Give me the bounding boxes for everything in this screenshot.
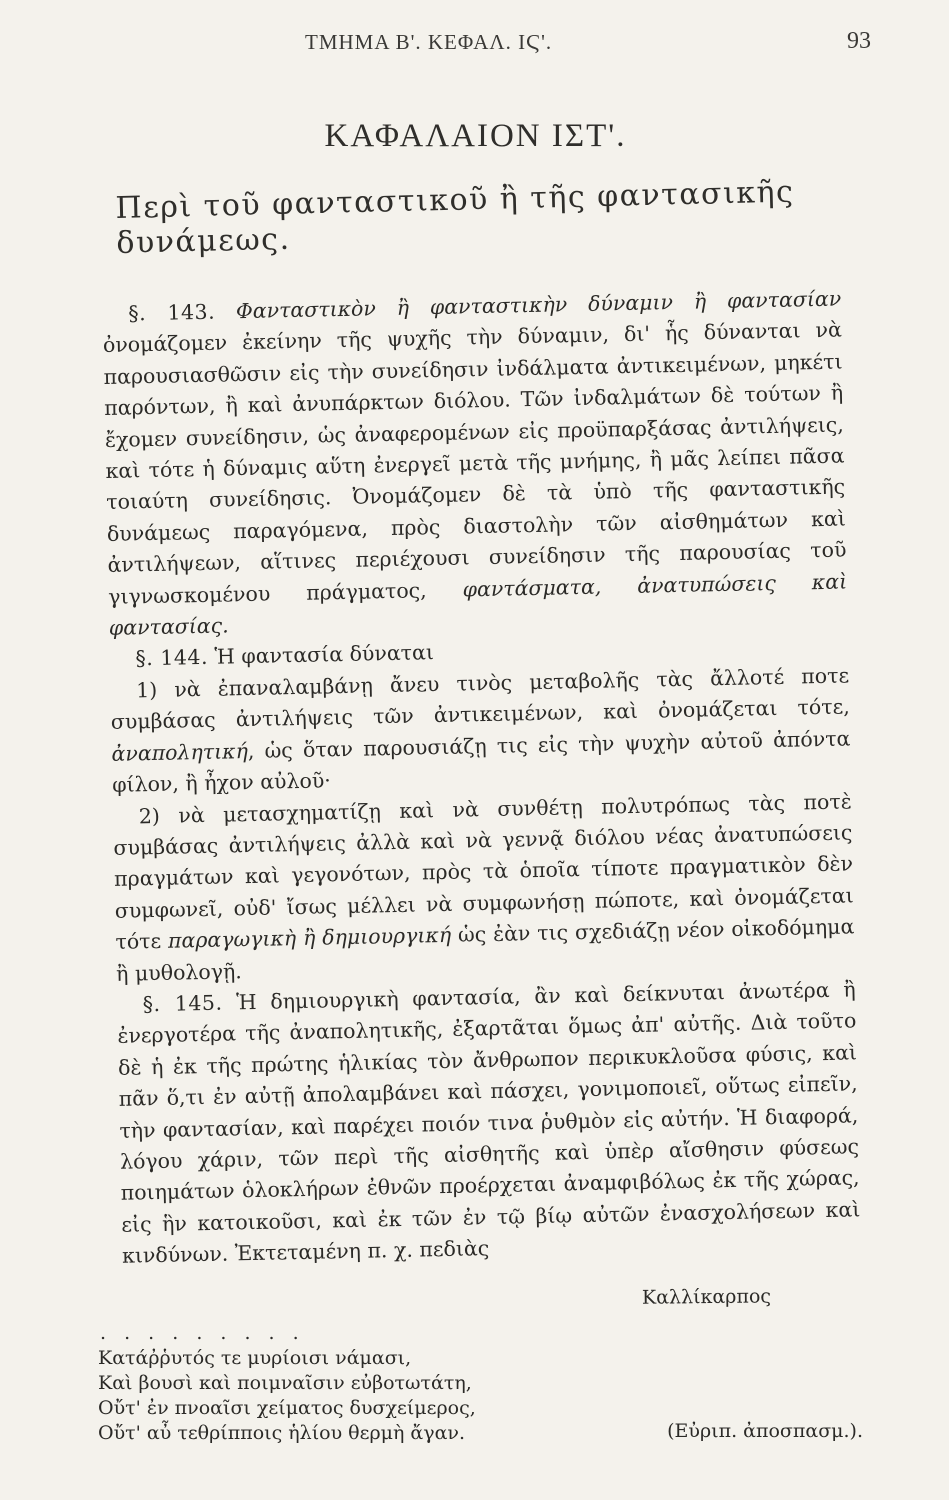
section-number-144: §. 144. [135, 645, 209, 671]
text-144-intro: Ἡ φαντασία δύναται [214, 640, 435, 670]
chapter-title: ΚΑΦΑΛΑΙΟΝ ΙΣΤ'. [324, 118, 627, 154]
page-number: 93 [847, 28, 871, 54]
italic-terms-143b: φαντάσματα, ἀνατυπώσεις καὶ φαντασίας. [108, 569, 848, 640]
running-head-title: ΤΜΗΜΑ Β'. ΚΕΦΑΛ. ΙϚ'. [305, 30, 553, 54]
text-145: Ἡ δημιουργικὴ φαντασία, ἂν καὶ δείκνυται ἀνωτέρα ἢ ἐνεργοτέρα τῆς ἀναπολητικῆς, ἐξαρτᾶται ὅμως ἀπ' αὐτῆς. Διὰ τοῦτο δὲ ἡ ἐκ τῆς πρώτης ἡλικίας τὸν ἄνθρωπον περικυκλοῦσα φύσις, καὶ πᾶν ὅ,τι ἐν αὐτῇ ἀπολαμβάνει καὶ πάσχει, γονιμοποιεῖ, οὕτως εἰπεῖν, τὴν φαντασίαν, καὶ παρέχει ποιόν τινα ῥυθμὸν εἰς αὐτήν. Ἡ διαφορά, λόγου χάριν, τῶν περὶ τῆς αἰσθητῆς καὶ ὑπὲρ αἴσθησιν φύσεως ποιημάτων ὁλοκλήρων ἐθνῶν προέρχεται ἀναμφιβόλως ἐκ τῆς χώρας, εἰς ἣν κατοικοῦσι, καὶ ἐκ τῶν ἐν τῷ βίῳ αὐτῶν ἐνασχολήσεων καὶ κινδύνων. Ἐκτεταμένη π. χ. πεδιὰς [117, 977, 861, 1268]
paragraph-145 [116, 974, 861, 1272]
verse-line: Καὶ βουσὶ καὶ ποιμναῖσιν εὐβοτωτάτη, [98, 1371, 472, 1394]
section-number-145: §. 145. [142, 990, 223, 1017]
section-number-143: §. 143. [128, 299, 216, 326]
body-text [102, 284, 861, 1273]
italic-term-144-item2: παραγωγικὴ ἢ δημιουργική [167, 922, 452, 953]
paragraph-144-item1 [110, 660, 851, 801]
verse-quote [98, 1321, 863, 1446]
quote-source: (Εὐριπ. ἀποσπασμ.). [667, 1419, 863, 1442]
section-heading: Περὶ τοῦ φανταστικοῦ ἢ τῆς φαντασικῆς δυνάμεως. [115, 174, 795, 261]
text-144-item1a: 1) νὰ ἐπαναλαμβάνῃ ἄνευ τινὸς μεταβολῆς τὰς ἄλλοτέ ποτε συμβάσας ἀντιλήψεις τῶν ἀντικειμένων, καὶ ὀνομάζεται τότε, [110, 663, 850, 735]
italic-term-144-item1: ἀναπολητική [111, 738, 249, 766]
text-144-item2b: ὡς ἐὰν τις σχεδιάζῃ νέον οἰκοδόμημα ἢ μυθολογῇ. [115, 914, 855, 986]
quote-speaker: Καλλίκαρπος [641, 1285, 772, 1309]
verse-line: Οὔτ' ἐν πνοαῖσι χείματος δυσχείμερος, [98, 1396, 476, 1419]
text-143: ὀνομάζομεν ἐκείνην τῆς ψυχῆς τὴν δύναμιν, δι' ἧς δύνανται νὰ παρουσιασθῶσιν εἰς τὴν συνείδησιν ἰνδάλματα ἀντικειμένων, μηκέτι παρόντων, ἢ καὶ ἀνυπάρκτων διόλου. Τῶν ἰνδαλμάτων δὲ τούτων ἢ ἔχομεν συνείδησιν, ὡς ἀναφερομένων εἰς προϋπαρξάσας ἀντιλήψεις, καὶ τότε ἡ δύναμις αὕτη ἐνεργεῖ μετὰ τῆς μνήμης, ἢ μᾶς λείπει πᾶσα τοιαύτη συνείδησις. Ὀνομάζομεν δὲ τὰ ὑπὸ τῆς φανταστικῆς δυνάμεως παραγόμενα, πρὸς διαστολὴν τῶν αἰσθημάτων καὶ ἀντιλήψεων, αἵτινες περιέχουσι συνείδησιν τῆς παρουσίας τοῦ γιγνωσκομένου πράγματος, [102, 317, 847, 609]
verse-ellipsis: . . . . . . . . . [100, 1321, 305, 1344]
running-head [90, 22, 871, 62]
paragraph-144-item2 [113, 786, 856, 990]
text-144-item2a: 2) νὰ μετασχηματίζῃ καὶ νὰ συνθέτῃ πολυτρόπως τὰς ποτὲ συμβάσας ἀντιλήψεις ἀλλὰ καὶ νὰ γεννᾷ διόλου νέας ἀνατυπώσεις πραγμάτων καὶ γεγονότων, πρὸς τὰ ὁποῖα τίποτε πραγματικὸν δὲν συμφωνεῖ, οὐδ' ἴσως μέλλει νὰ συμφωνήσῃ πώποτε, καὶ ὀνομάζεται τότε [113, 788, 854, 954]
verse-line: Κατάῤῥυτός τε μυρίοισι νάμασι, [98, 1346, 412, 1369]
text-144-item1b: , ὡς ὅταν παρουσιάζῃ τις εἰς τὴν ψυχὴν αὐτοῦ ἀπόντα φίλον, ἢ ἦχον αὐλοῦ· [111, 726, 851, 797]
italic-terms-143: Φανταστικὸν ἢ φανταστικὴν δύναμιν ἢ φαντασίαν [235, 286, 842, 324]
paragraph-143 [102, 284, 848, 645]
verse-line: Οὔτ' αὖ τεθρίπποις ἡλίου θερμὴ ἄγαν. [98, 1421, 466, 1444]
